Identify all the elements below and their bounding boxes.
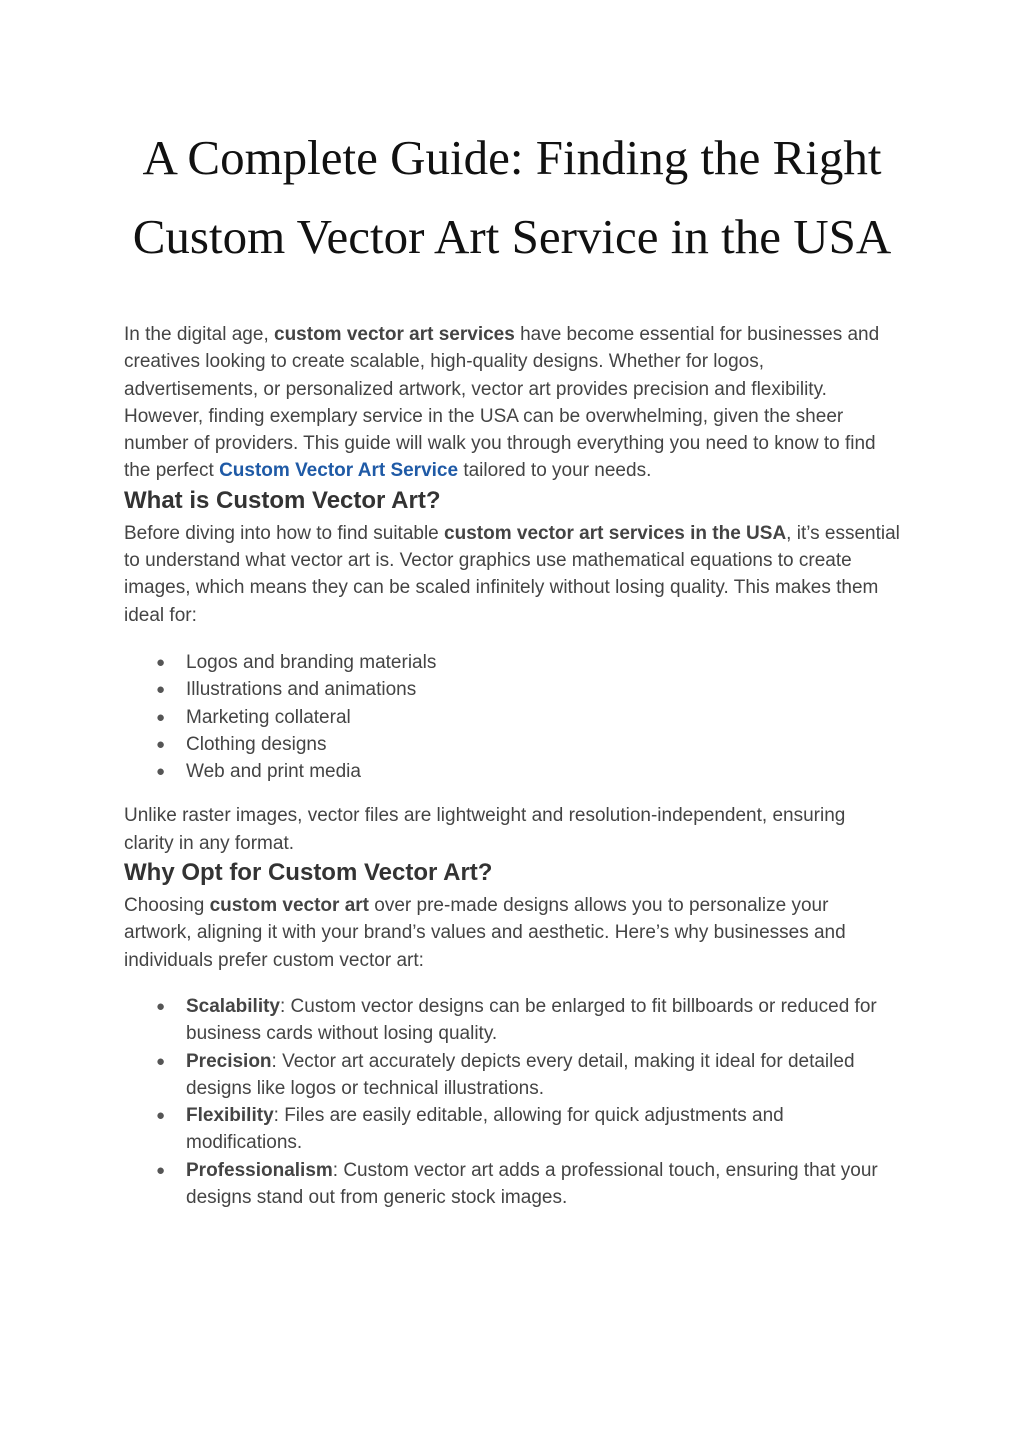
list-item-label: Clothing designs	[186, 733, 327, 755]
bullet-icon: ●	[156, 681, 166, 699]
list-item-label: Illustrations and animations	[186, 679, 417, 701]
benefit-desc: : Custom vector art adds a professional touch, ensuring that your designs stand out from generic stock images.	[186, 1159, 878, 1209]
section1-text-2: , it’s essential to understand what vector art is. Vector graphics use mathematical equations to create images, which means they can be scaled infinitely without losing quality. This makes them ideal for:	[124, 522, 900, 626]
benefit-term: Scalability	[186, 995, 280, 1017]
section2-paragraph	[124, 892, 900, 974]
list-item-label: Web and print media	[186, 761, 361, 783]
intro-text-3: tailored to your needs.	[458, 460, 652, 482]
list-item	[124, 758, 900, 785]
bullet-icon: ●	[156, 735, 166, 753]
benefit-term: Precision	[186, 1050, 272, 1072]
bullet-icon: ●	[156, 1052, 166, 1070]
bullet-icon: ●	[156, 1161, 166, 1179]
list-item	[124, 731, 900, 758]
intro-bold-1: custom vector art services	[274, 324, 515, 345]
benefit-term: Professionalism	[186, 1159, 333, 1181]
section-heading-why-opt: Why Opt for Custom Vector Art?	[124, 859, 493, 887]
benefit-term: Flexibility	[186, 1105, 274, 1127]
uses-list	[124, 649, 900, 785]
benefits-list	[124, 993, 900, 1211]
list-item	[124, 704, 900, 731]
list-item	[124, 1102, 900, 1157]
intro-text-2: have become essential for businesses and creatives looking to create scalable, high-quality designs. Whether for logos, advertisements, or personalized artwork, vector art provides precision and flexibility. However, finding exemplary service in the USA can be overwhelming, given the sheer number of providers. This guide will walk you through everything you need to know to find the perfect	[124, 324, 880, 482]
bullet-icon: ●	[156, 997, 166, 1015]
list-item	[124, 1157, 900, 1212]
bullet-icon: ●	[156, 1107, 166, 1125]
intro-paragraph	[124, 321, 900, 485]
section1-bold-1: custom vector art services in the USA	[444, 522, 787, 544]
list-item-label: Marketing collateral	[186, 706, 351, 728]
page-title: A Complete Guide: Finding the Right Custom Vector Art Service in the USA	[132, 130, 892, 264]
benefit-desc: : Vector art accurately depicts every detail, making it ideal for detailed designs like logos or technical illustrations.	[186, 1050, 855, 1099]
list-item	[124, 1048, 900, 1103]
bullet-icon: ●	[156, 763, 166, 781]
section2-text-1: Choosing	[124, 895, 210, 917]
section2-bold-1: custom vector art	[209, 895, 370, 917]
benefit-desc: : Custom vector designs can be enlarged to fit billboards or reduced for business cards without losing quality.	[186, 995, 877, 1045]
custom-vector-art-service-link[interactable]: Custom Vector Art Service	[219, 460, 459, 482]
bullet-icon: ●	[156, 653, 166, 671]
list-item	[124, 993, 900, 1048]
list-item	[124, 676, 900, 703]
list-item	[124, 649, 900, 676]
intro-text-1: In the digital age,	[124, 324, 274, 345]
benefit-desc: : Files are easily editable, allowing for quick adjustments and modifications.	[186, 1105, 784, 1154]
section2-text-2: over pre-made designs allows you to personalize your artwork, aligning it with your brand’s values and aesthetic. Here’s why businesses and individuals prefer custom vector art:	[124, 895, 846, 971]
section1-text-1: Before diving into how to find suitable	[124, 522, 445, 544]
section-heading-what-is: What is Custom Vector Art?	[124, 486, 441, 514]
section1-paragraph	[124, 520, 900, 629]
list-item-label: Logos and branding materials	[186, 651, 437, 673]
bullet-icon: ●	[156, 708, 166, 726]
section1-closing-paragraph: Unlike raster images, vector files are lightweight and resolution-independent, ensuring clarity in any format.	[124, 805, 846, 854]
